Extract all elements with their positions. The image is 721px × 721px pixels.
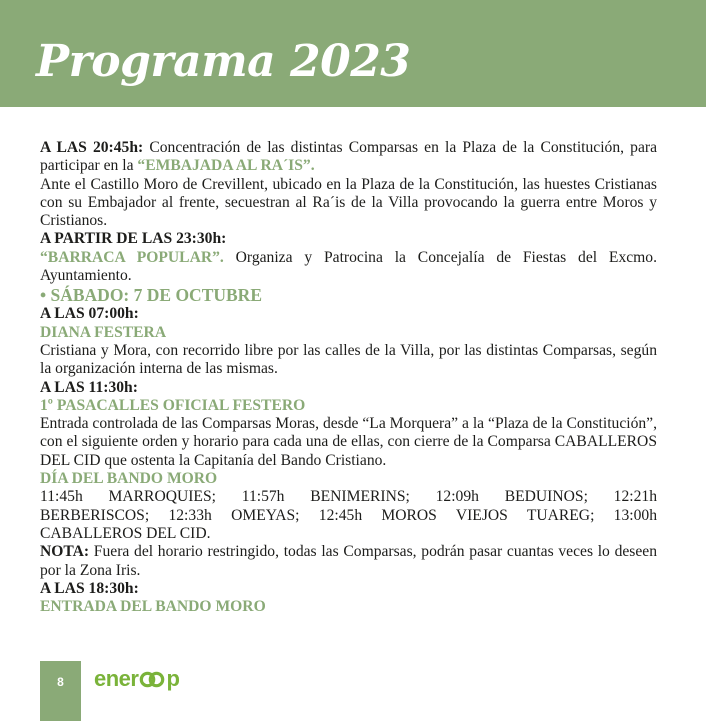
- schedule-line: 11:45h MARROQUIES; 11:57h BENIMERINS; 12:09h BEDUINOS; 12:21h: [40, 488, 657, 506]
- page-header: [0, 0, 706, 107]
- logo-text-left: ener: [94, 666, 139, 691]
- event-name: “BARRACA POPULAR”.: [40, 248, 224, 266]
- day-heading: • SÁBADO: 7 DE OCTUBRE: [40, 285, 262, 306]
- paragraph-nota: [40, 543, 657, 580]
- event-name: “EMBAJADA AL RA´IS”.: [137, 157, 315, 175]
- event-name: DIANA FESTERA: [40, 323, 167, 341]
- time-label: A LAS 20:45h:: [40, 139, 144, 156]
- paragraph-diana: Cristiana y Mora, con recorrido libre por las calles de la Villa, por las distintas Comparsas, según la organización interna de las mismas.: [40, 341, 657, 378]
- linked-rings-icon: [139, 671, 165, 688]
- paragraph-text: Organiza y Patrocina la Concejalía de Fiestas del Excmo. Ayuntamiento.: [40, 248, 657, 285]
- note-label: NOTA:: [40, 543, 90, 561]
- paragraph-barraca: [40, 249, 657, 286]
- page-number-tab: [40, 661, 81, 721]
- paragraph-pasacalles: Entrada controlada de las Comparsas Moras, desde “La Morquera” a la “Plaza de la Constitución”, con el siguiente orden y horario para cada una de ellas, con cierre de la Comparsa CABALLEROS DEL CID que ostenta la Capitanía del Bando Cristiano.: [40, 415, 657, 469]
- time-label: A LAS 11:30h:: [40, 378, 138, 396]
- paragraph-embajada: Ante el Castillo Moro de Crevillent, ubicado en la Plaza de la Constitución, las huestes Cristianas con su Embajador al frente, secuestran al Ra´is de la Villa provocando la guerra entre Moros y Cristianos.: [40, 175, 657, 230]
- schedule-line: BERBERISCOS; 12:33h OMEYAS; 12:45h MOROS VIEJOS TUAREG; 13:00h: [40, 506, 657, 524]
- schedule-line: CABALLEROS DEL CID.: [40, 524, 211, 542]
- enercoop-logo: [94, 666, 179, 692]
- paragraph-concentracion: [40, 139, 657, 176]
- note-text: Fuera del horario restringido, todas las Comparsas, podrán pasar cuantas veces lo deseen por la Zona Iris.: [40, 543, 657, 579]
- paragraph-text: Concentración de las distintas Comparsas en la Plaza de la Constitución, para participar en la: [40, 139, 657, 175]
- time-label: A LAS 18:30h:: [40, 579, 139, 597]
- logo-text-right: p: [166, 666, 180, 691]
- event-name: ENTRADA DEL BANDO MORO: [40, 598, 266, 616]
- program-content: [40, 139, 657, 616]
- time-label: A LAS 07:00h:: [40, 305, 139, 323]
- page-title: Programa 2023: [36, 36, 411, 87]
- time-label: A PARTIR DE LAS 23:30h:: [40, 230, 227, 248]
- event-name: DÍA DEL BANDO MORO: [40, 470, 218, 488]
- page-number: 8: [57, 675, 64, 689]
- event-name: 1º PASACALLES OFICIAL FESTERO: [40, 396, 306, 414]
